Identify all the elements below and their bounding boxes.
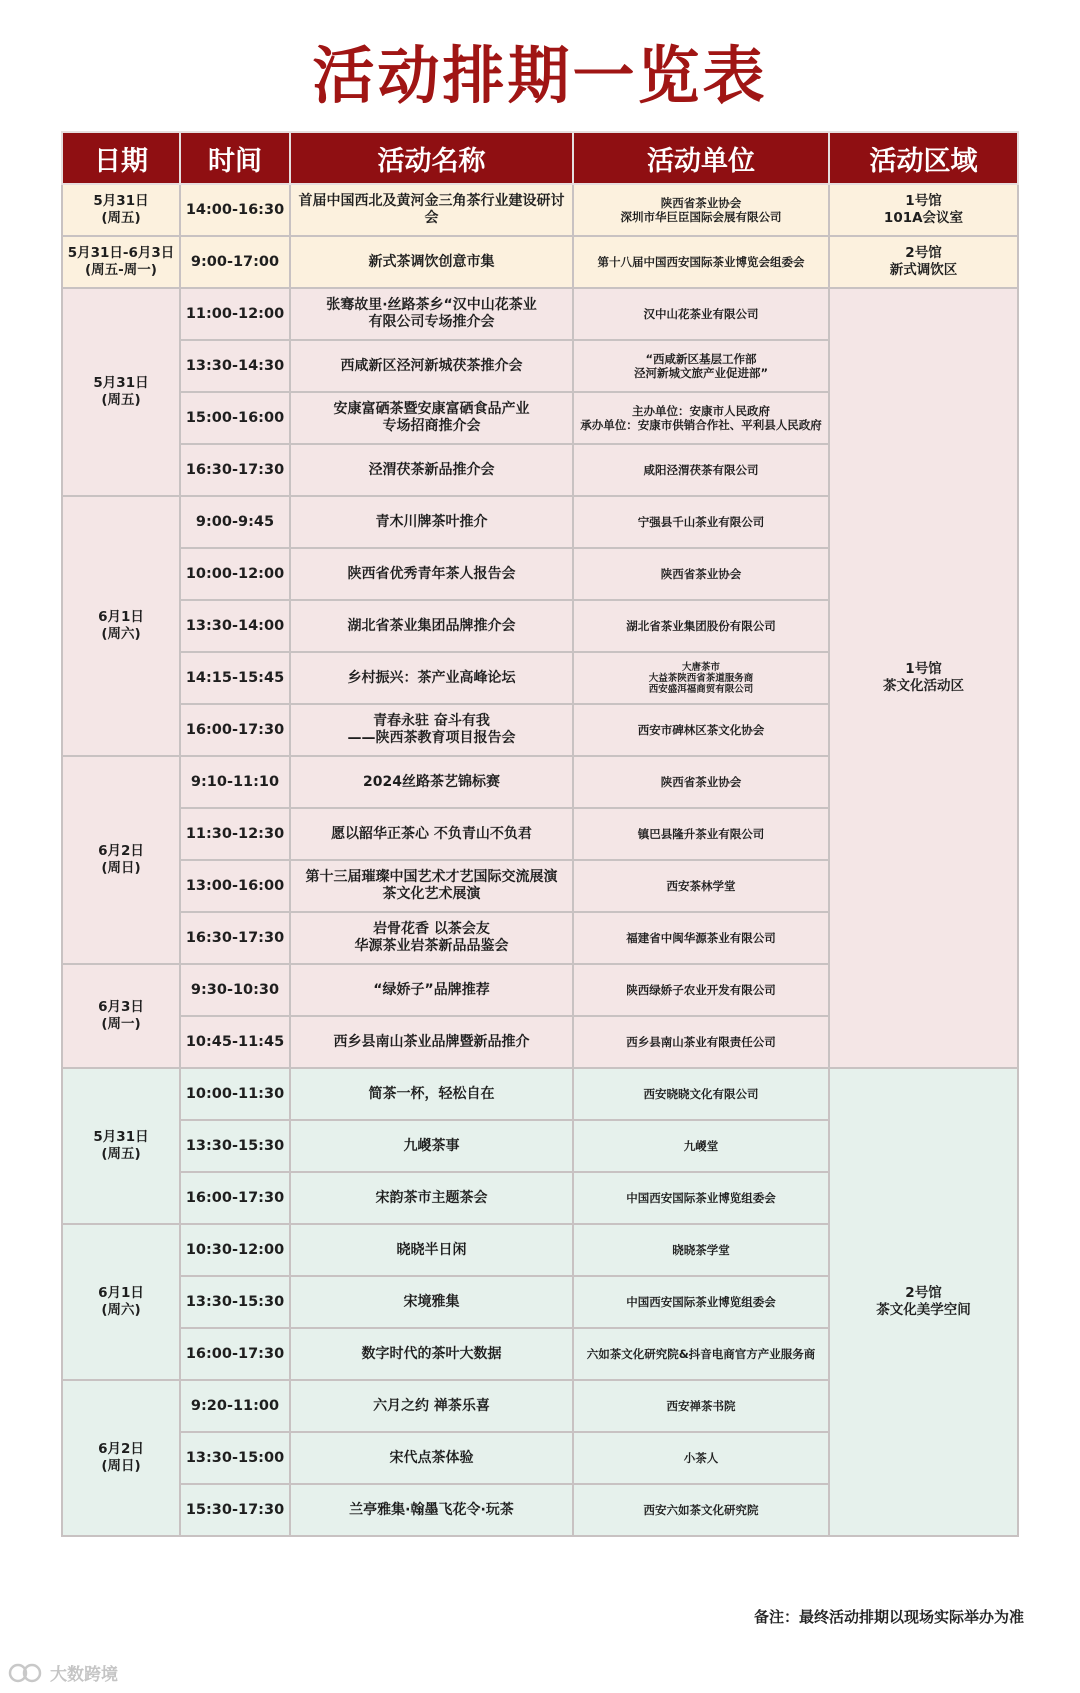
organizer-cell: 小茶人 <box>573 1432 829 1484</box>
time-cell: 16:00-17:30 <box>180 704 290 756</box>
organizer-cell: 六如茶文化研究院&抖音电商官方产业服务商 <box>573 1328 829 1380</box>
header-time: 时间 <box>180 132 290 184</box>
activity-name-cell: 岩骨花香 以茶会友 华源茶业岩茶新品品鉴会 <box>290 912 573 964</box>
time-cell: 16:30-17:30 <box>180 912 290 964</box>
activity-name-cell: 安康富硒茶暨安康富硒食品产业 专场招商推介会 <box>290 392 573 444</box>
organizer-cell: 西安市碑林区茶文化协会 <box>573 704 829 756</box>
time-cell: 10:00-12:00 <box>180 548 290 600</box>
time-cell: 16:00-17:30 <box>180 1328 290 1380</box>
time-cell: 10:45-11:45 <box>180 1016 290 1068</box>
date-cell: 5月31日 (周五) <box>62 184 180 236</box>
date-cell: 5月31日 (周五) <box>62 1068 180 1224</box>
time-cell: 11:00-12:00 <box>180 288 290 340</box>
time-cell: 14:15-15:45 <box>180 652 290 704</box>
date-cell: 5月31日-6月3日 (周五-周一) <box>62 236 180 288</box>
organizer-cell: 主办单位：安康市人民政府 承办单位：安康市供销合作社、平利县人民政府 <box>573 392 829 444</box>
activity-name-cell: 宋境雅集 <box>290 1276 573 1328</box>
area-cell: 1号馆 101A会议室 <box>829 184 1018 236</box>
time-cell: 15:00-16:00 <box>180 392 290 444</box>
activity-name-cell: 青木川牌茶叶推介 <box>290 496 573 548</box>
activity-name-cell: 西乡县南山茶业品牌暨新品推介 <box>290 1016 573 1068</box>
organizer-cell: 晓晓茶学堂 <box>573 1224 829 1276</box>
time-cell: 10:30-12:00 <box>180 1224 290 1276</box>
organizer-cell: 大唐茶市 大益茶陕西省茶道服务商 西安盛洱福商贸有限公司 <box>573 652 829 704</box>
header-date: 日期 <box>62 132 180 184</box>
date-cell: 6月2日 (周日) <box>62 756 180 964</box>
date-cell: 6月1日 (周六) <box>62 496 180 756</box>
organizer-cell: 湖北省茶业集团股份有限公司 <box>573 600 829 652</box>
organizer-cell: 陕西省茶业协会 深圳市华巨臣国际会展有限公司 <box>573 184 829 236</box>
organizer-cell: 西安禅茶书院 <box>573 1380 829 1432</box>
table-row <box>62 184 1018 236</box>
time-cell: 9:20-11:00 <box>180 1380 290 1432</box>
time-cell: 9:10-11:10 <box>180 756 290 808</box>
page-title: 活动排期一览表 <box>312 39 768 112</box>
organizer-cell: 陕西省茶业协会 <box>573 548 829 600</box>
time-cell: 10:00-11:30 <box>180 1068 290 1120</box>
activity-name-cell: 数字时代的茶叶大数据 <box>290 1328 573 1380</box>
activity-name-cell: 新式茶调饮创意市集 <box>290 236 573 288</box>
activity-name-cell: 晓晓半日闲 <box>290 1224 573 1276</box>
organizer-cell: 九嵕堂 <box>573 1120 829 1172</box>
time-cell: 13:30-15:30 <box>180 1120 290 1172</box>
organizer-cell: 汉中山花茶业有限公司 <box>573 288 829 340</box>
organizer-cell: 宁强县千山茶业有限公司 <box>573 496 829 548</box>
schedule-table <box>61 131 1019 1537</box>
table-row <box>62 1068 1018 1120</box>
date-cell: 6月3日 (周一) <box>62 964 180 1068</box>
organizer-cell: 中国西安国际茶业博览组委会 <box>573 1172 829 1224</box>
date-cell: 5月31日 (周五) <box>62 288 180 496</box>
organizer-cell: 陕西绿娇子农业开发有限公司 <box>573 964 829 1016</box>
watermark-logo-icon <box>8 1662 44 1684</box>
organizer-cell: 咸阳泾渭茯茶有限公司 <box>573 444 829 496</box>
time-cell: 14:00-16:30 <box>180 184 290 236</box>
activity-name-cell: 2024丝路茶艺锦标赛 <box>290 756 573 808</box>
area-cell: 2号馆 茶文化美学空间 <box>829 1068 1018 1536</box>
activity-name-cell: 西咸新区泾河新城茯茶推介会 <box>290 340 573 392</box>
time-cell: 16:00-17:30 <box>180 1172 290 1224</box>
activity-name-cell: 首届中国西北及黄河金三角茶行业建设研讨会 <box>290 184 573 236</box>
organizer-cell: 西安晓晓文化有限公司 <box>573 1068 829 1120</box>
activity-name-cell: 简茶一杯，轻松自在 <box>290 1068 573 1120</box>
activity-name-cell: 九嵕茶事 <box>290 1120 573 1172</box>
activity-name-cell: 愿以韶华正茶心 不负青山不负君 <box>290 808 573 860</box>
time-cell: 13:00-16:00 <box>180 860 290 912</box>
activity-name-cell: 兰亭雅集·翰墨飞花令·玩茶 <box>290 1484 573 1536</box>
time-cell: 13:30-14:30 <box>180 340 290 392</box>
watermark <box>8 1660 118 1685</box>
time-cell: 13:30-14:00 <box>180 600 290 652</box>
time-cell: 9:00-9:45 <box>180 496 290 548</box>
date-cell: 6月1日 (周六) <box>62 1224 180 1380</box>
time-cell: 16:30-17:30 <box>180 444 290 496</box>
header-area: 活动区域 <box>829 132 1018 184</box>
activity-name-cell: 湖北省茶业集团品牌推介会 <box>290 600 573 652</box>
date-cell: 6月2日 (周日) <box>62 1380 180 1536</box>
activity-name-cell: 青春永驻 奋斗有我 ——陕西茶教育项目报告会 <box>290 704 573 756</box>
activity-name-cell: 乡村振兴：茶产业高峰论坛 <box>290 652 573 704</box>
organizer-cell: 福建省中闽华源茶业有限公司 <box>573 912 829 964</box>
table-row <box>62 288 1018 340</box>
organizer-cell: 镇巴县隆升茶业有限公司 <box>573 808 829 860</box>
activity-name-cell: 陕西省优秀青年茶人报告会 <box>290 548 573 600</box>
time-cell: 15:30-17:30 <box>180 1484 290 1536</box>
organizer-cell: “西咸新区基层工作部 泾河新城文旅产业促进部” <box>573 340 829 392</box>
organizer-cell: 陕西省茶业协会 <box>573 756 829 808</box>
time-cell: 11:30-12:30 <box>180 808 290 860</box>
activity-name-cell: 第十三届璀璨中国艺术才艺国际交流展演 茶文化艺术展演 <box>290 860 573 912</box>
activity-name-cell: 宋代点茶体验 <box>290 1432 573 1484</box>
activity-name-cell: 六月之约 禅茶乐喜 <box>290 1380 573 1432</box>
organizer-cell: 西安六如茶文化研究院 <box>573 1484 829 1536</box>
table-row <box>62 236 1018 288</box>
activity-name-cell: 宋韵茶市主题茶会 <box>290 1172 573 1224</box>
watermark-text: 大数跨境 <box>50 1665 118 1685</box>
organizer-cell: 第十八届中国西安国际茶业博览会组委会 <box>573 236 829 288</box>
activity-name-cell: 张骞故里·丝路茶乡“汉中山花茶业 有限公司专场推介会 <box>290 288 573 340</box>
organizer-cell: 中国西安国际茶业博览组委会 <box>573 1276 829 1328</box>
footnote: 备注：最终活动排期以现场实际举办为准 <box>753 1608 1024 1626</box>
organizer-cell: 西乡县南山茶业有限责任公司 <box>573 1016 829 1068</box>
activity-name-cell: “绿娇子”品牌推荐 <box>290 964 573 1016</box>
time-cell: 9:30-10:30 <box>180 964 290 1016</box>
organizer-cell: 西安茶林学堂 <box>573 860 829 912</box>
table-header-row <box>62 132 1018 184</box>
area-cell: 1号馆 茶文化活动区 <box>829 288 1018 1068</box>
time-cell: 13:30-15:00 <box>180 1432 290 1484</box>
area-cell: 2号馆 新式调饮区 <box>829 236 1018 288</box>
time-cell: 9:00-17:00 <box>180 236 290 288</box>
time-cell: 13:30-15:30 <box>180 1276 290 1328</box>
header-activity-name: 活动名称 <box>290 132 573 184</box>
header-organizer: 活动单位 <box>573 132 829 184</box>
activity-name-cell: 泾渭茯茶新品推介会 <box>290 444 573 496</box>
